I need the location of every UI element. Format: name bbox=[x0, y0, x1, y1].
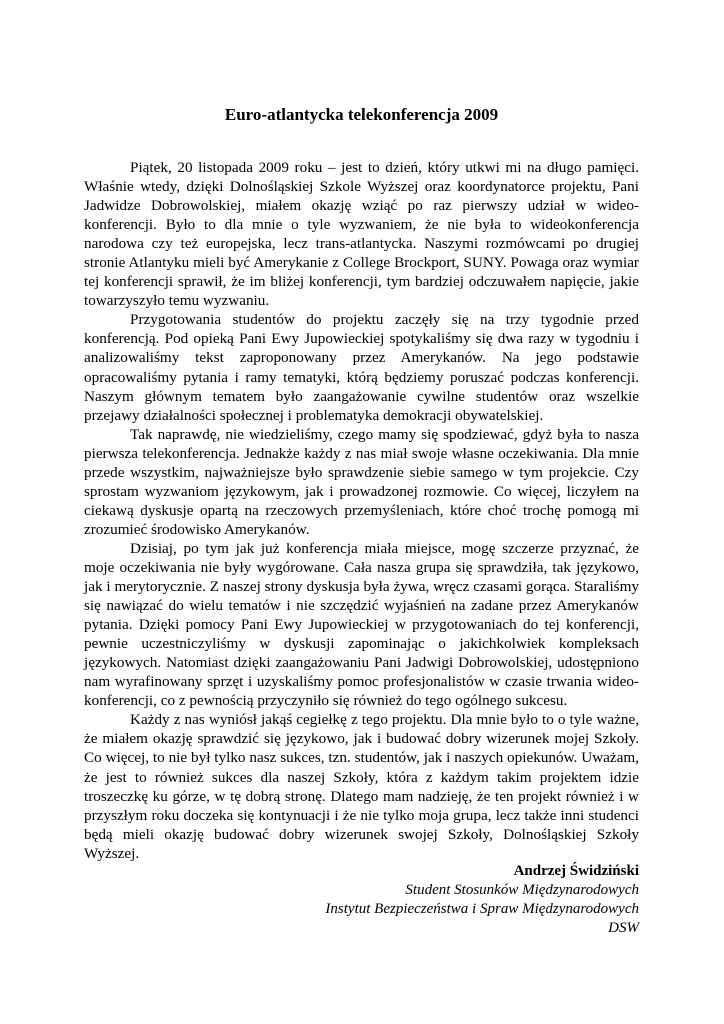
signature-school: DSW bbox=[608, 920, 639, 936]
paragraph-4: Dzisiaj, po tym jak już konferencja miała miejsce, mogę szczerze przyznać, że moje oczekiwania nie były wygórowane. Cała nasza grupa się sprawdziła, tak językowo, jak i merytorycznie. Z naszej strony dyskusja była żywa, wręcz czasami gorąca. Staraliśmy się nawiązać do wielu tematów i nie szczędzić wyjaśnień na zadane przez Amerykanów pytania. Dzięki pomocy Pani Ewy Jupowieckiej w przygotowaniach do tej konferencji, pewnie uczestniczyliśmy w dyskusji zapominając o jakichkolwiek kompleksach językowych. Natomiast dzięki zaangażowaniu Pani Jadwigi Dobrowolskiej, udostępniono nam wyrafinowany sprzęt i uzyskaliśmy pomoc profesjonalistów w czasie trwania wideo-konferencji, co z pewnością przyczyniło się również do tego ogólnego sukcesu. bbox=[84, 539, 639, 710]
signature-name: Andrzej Świdziński bbox=[513, 863, 639, 879]
document-title: Euro-atlantycka telekonferencja 2009 bbox=[224, 105, 499, 124]
paragraph-5: Każdy z nas wyniósł jakąś cegiełkę z tego projektu. Dla mnie było to o tyle ważne, że miałem okazję sprawdzić się językowo, jak i budować dobry wizerunek mojej Szkoły. Co więcej, to nie był tylko nasz sukces, tzn. studentów, jak i naszych opiekunów. Uważam, że jest to również sukces dla naszej Szkoły, która z każdym takim projektem idzie troszeczkę ku górze, w tę dobrą stronę. Dlatego mam nadzieję, że ten projekt również i w przyszłym roku doczeka się kontynuacji i że nie tylko moja grupa, lecz także inni studenci będą mieli okazję budować dobry wizerunek swojej Szkoły, Dolnośląskiej Szkoły Wyższej. bbox=[84, 711, 639, 862]
paragraph-2: Przygotowania studentów do projektu zaczęły się na trzy tygodnie przed konferencją. Pod opieką Pani Ewy Jupowieckiej spotykaliśmy się dwa razy w tygodniu i analizowaliśmy tekst zaproponowany przez Amerykanów. Na jego podstawie opracowaliśmy pytania i ramy tematyki, którą będziemy poruszać podczas konferencji. Naszym głównym tematem było zaangażowanie cywilne studentów oraz wszelkie przejawy działalności społecznej i problematyka demokracji obywatelskiej. bbox=[84, 311, 639, 424]
paragraph-1: Piątek, 20 listopada 2009 roku – jest to dzień, który utkwi mi na długo pamięci. Właśnie wtedy, dzięki Dolnośląskiej Szkole Wyższej oraz koordynatorce projektu, Pani Jadwidze Dobrowolskiej, miałem okazję wziąć po raz pierwszy udział w wideo-konferencji. Było to dla mnie o tyle wyzwaniem, że nie była to wideokonferencja narodowa czy też europejska, lecz trans-atlantycka. Naszymi rozmówcami po drugiej stronie Atlantyku mieli być Amerykanie z College Brockport, SUNY. Powaga oraz wymiar tej konferencji sprawił, że im bliżej konferencji, tym bardziej odczuwałem napięcie, jakie towarzyszyło temu wyzwaniu. bbox=[84, 159, 639, 310]
signature-role: Student Stosunków Międzynarodowych bbox=[405, 882, 639, 898]
signature-block bbox=[84, 862, 639, 938]
paragraph-3: Tak naprawdę, nie wiedzieliśmy, czego mamy się spodziewać, gdyż była to nasza pierwsza telekonferencja. Jednakże każdy z nas miał swoje własne oczekiwania. Dla mnie przede wszystkim, najważniejsze było sprawdzenie siebie samego w tym projekcie. Czy sprostam wyzwaniom językowym, jak i prowadzonej rozmowie. Co więcej, liczyłem na ciekawą dyskusje opartą na rzeczowych przemyśleniach, które choć trochę pomogą mi zrozumieć środowisko Amerykanów. bbox=[84, 425, 639, 538]
document-body bbox=[84, 158, 639, 863]
signature-institute: Instytut Bezpieczeństwa i Spraw Międzynarodowych bbox=[325, 901, 639, 917]
